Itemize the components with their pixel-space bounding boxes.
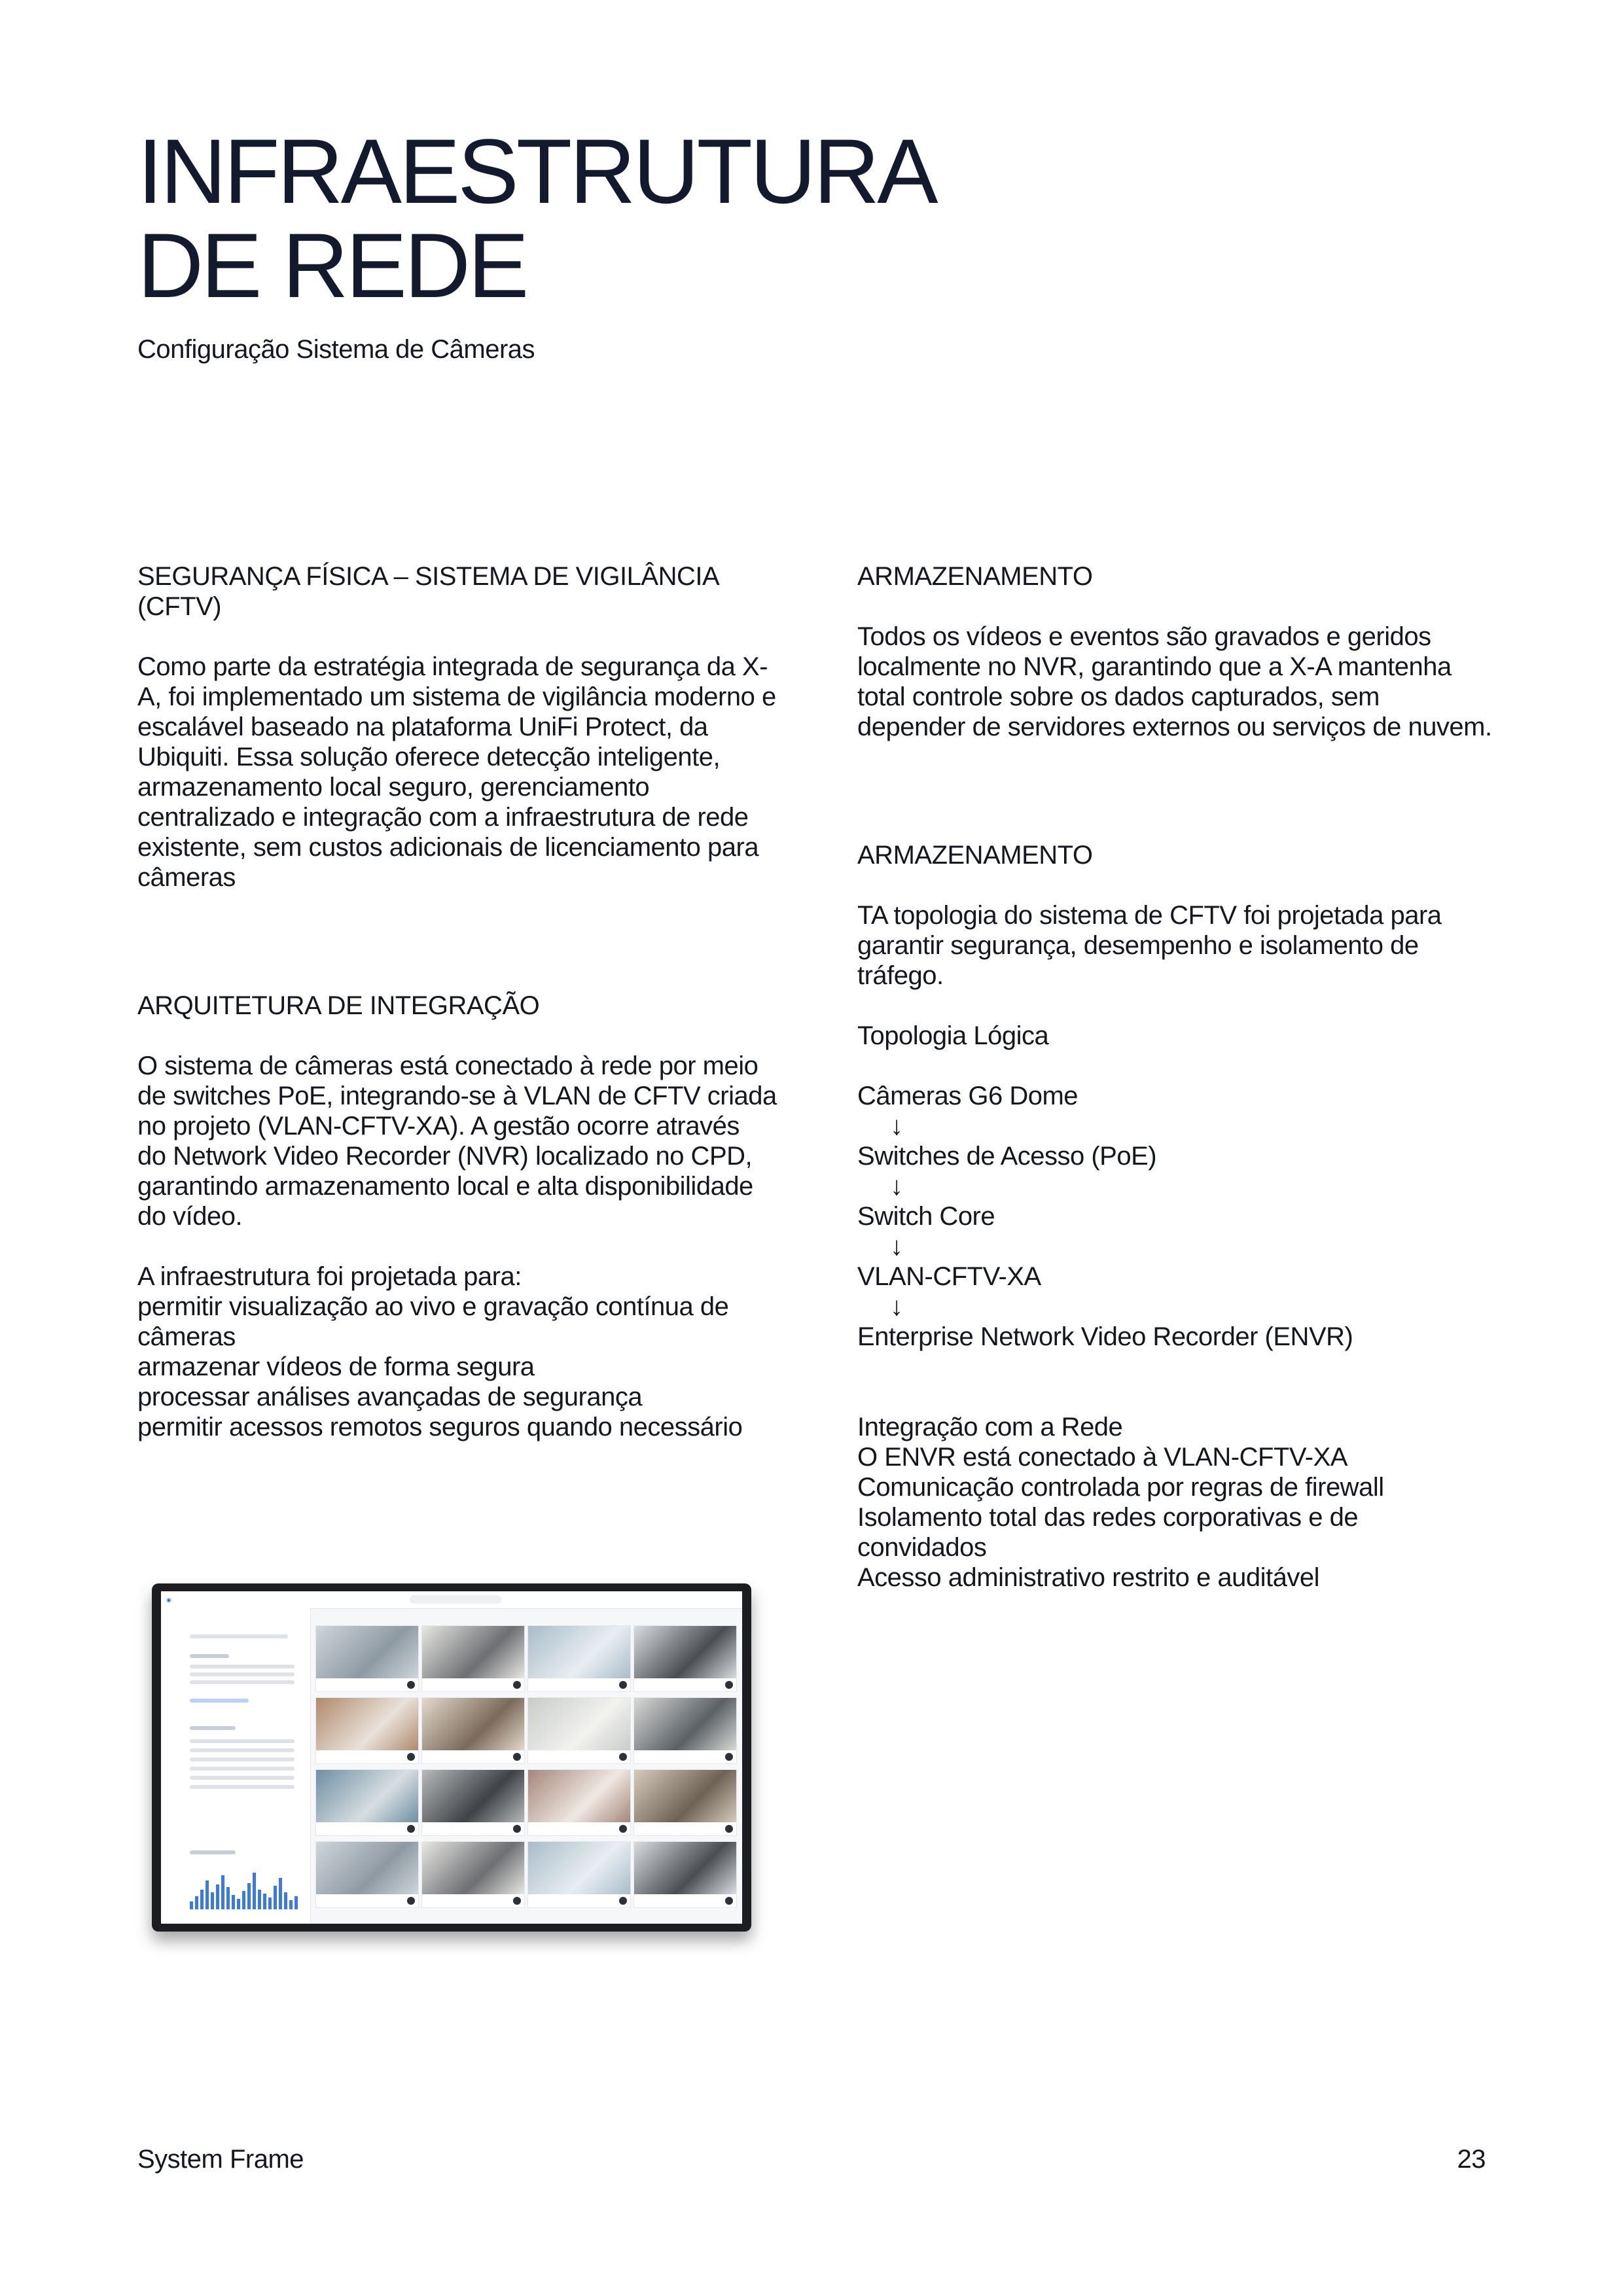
camera-tile [633,1697,737,1764]
activity-bar [205,1881,209,1909]
camera-tile [633,1769,737,1836]
activity-bar [253,1873,256,1909]
camera-status-icon [619,1825,627,1833]
dashboard-screen [161,1591,742,1924]
activity-bar [237,1899,240,1909]
dashboard-side-panel [179,1608,311,1924]
camera-feed-thumbnail [528,1626,630,1678]
camera-status-icon [513,1681,521,1689]
page-number: 23 [1457,2145,1486,2174]
camera-status-icon [619,1897,627,1905]
text-line: escalável baseado na plataforma UniFi Protect, da [137,713,708,741]
panel-row [190,1726,236,1730]
list-infrastructure-purposes [137,1262,792,1442]
camera-tile [315,1625,419,1692]
camera-feed-thumbnail [634,1842,736,1894]
list-item: A infraestrutura foi projetada para: [137,1262,522,1291]
list-item: armazenar vídeos de forma segura [137,1352,535,1381]
camera-status-icon [407,1681,415,1689]
panel-row [190,1680,294,1684]
topology-node: Câmeras G6 Dome [857,1082,1079,1110]
text-line: depender de servidores externos ou serviços de nuvem. [857,713,1492,741]
camera-status-icon [407,1897,415,1905]
camera-tile [421,1697,525,1764]
dashboard-topbar [161,1591,742,1609]
activity-bar [211,1892,214,1909]
paragraph-network-integration [857,1412,1512,1593]
heading-storage: ARMAZENAMENTO [857,562,1093,591]
camera-feed-thumbnail [316,1698,418,1750]
panel-row [190,1634,288,1638]
paragraph-storage [857,622,1512,742]
activity-bar [195,1896,198,1909]
arrow-down-icon: ↓ [890,1112,903,1140]
list-item: permitir visualização ao vivo e gravação contínua de [137,1292,729,1321]
paragraph-integration-architecture [137,1051,792,1231]
camera-tile [527,1625,631,1692]
topology-node: Enterprise Network Video Recorder (ENVR) [857,1322,1353,1351]
text-line: localmente no NVR, garantindo que a X-A mantenha [857,652,1452,681]
camera-tile [315,1769,419,1836]
camera-dashboard-screenshot [152,1583,751,1932]
activity-bar [274,1886,277,1909]
camera-feed-thumbnail [528,1770,630,1822]
text-line: do Network Video Recorder (NVR) localizado no CPD, [137,1142,753,1171]
camera-tile [315,1697,419,1764]
arrow-down-icon: ↓ [890,1292,903,1321]
camera-status-icon [407,1825,415,1833]
list-item: permitir acessos remotos seguros quando necessário [137,1413,743,1441]
camera-feed-thumbnail [422,1842,524,1894]
paragraph-physical-security [137,652,792,892]
topology-flow [857,1081,1512,1352]
camera-feed-thumbnail [316,1770,418,1822]
camera-feed-thumbnail [528,1842,630,1894]
camera-tile [633,1625,737,1692]
text-line: garantindo armazenamento local e alta disponibilidade [137,1172,753,1201]
text-line: O sistema de câmeras está conectado à rede por meio [137,1051,758,1080]
panel-row [190,1757,294,1761]
activity-bar [242,1891,245,1909]
camera-tile [421,1769,525,1836]
panel-row [190,1767,294,1771]
heading-integration-architecture: ARQUITETURA DE INTEGRAÇÃO [137,991,540,1020]
camera-feed-thumbnail [634,1770,736,1822]
text-line: Como parte da estratégia integrada de segurança da X- [137,652,768,681]
activity-bar [289,1900,293,1909]
text-line: Ubiquiti. Essa solução oferece detecção inteligente, [137,743,721,771]
heading-line: (CFTV) [137,592,222,621]
camera-feed-thumbnail [422,1698,524,1750]
activity-bar [258,1890,261,1909]
topology-node: Switches de Acesso (PoE) [857,1142,1157,1171]
camera-feed-thumbnail [634,1626,736,1678]
activity-bar [284,1892,287,1909]
panel-row [190,1739,294,1743]
activity-bar [226,1887,230,1909]
camera-feed-thumbnail [634,1698,736,1750]
text-line: Isolamento total das redes corporativas e de [857,1503,1359,1532]
text-line: O ENVR está conectado à VLAN-CFTV-XA [857,1443,1347,1472]
arrow-down-icon: ↓ [890,1172,903,1201]
text-line: TA topologia do sistema de CFTV foi projetada para [857,901,1442,930]
panel-row [190,1665,294,1669]
text-line: Comunicação controlada por regras de firewall [857,1473,1384,1502]
text-line: Todos os vídeos e eventos são gravados e geridos [857,622,1431,651]
activity-bar [216,1884,219,1909]
topology-title: Topologia Lógica [857,1021,1049,1050]
list-item: processar análises avançadas de segurança [137,1383,643,1411]
panel-row [190,1748,294,1752]
panel-row [190,1776,294,1780]
activity-bar [268,1898,272,1909]
page-title-line-1: INFRAESTRUTURA [137,120,936,222]
text-line: A, foi implementado um sistema de vigilância moderno e [137,682,776,711]
text-line: existente, sem custos adicionais de licenciamento para [137,833,759,862]
topology-node: Switch Core [857,1202,995,1231]
page-subtitle: Configuração Sistema de Câmeras [137,335,535,364]
text-line: Acesso administrativo restrito e auditável [857,1563,1319,1592]
list-item: câmeras [137,1322,236,1351]
camera-tile [527,1697,631,1764]
camera-tile [527,1769,631,1836]
footer-brand: System Frame [137,2145,304,2174]
camera-feed-thumbnail [422,1770,524,1822]
activity-bar [263,1894,266,1909]
camera-tile [421,1841,525,1908]
camera-status-icon [513,1753,521,1761]
activity-bar [200,1890,204,1909]
arrow-down-icon: ↓ [890,1232,903,1261]
text-line: total controle sobre os dados capturados, sem [857,682,1380,711]
camera-feed-thumbnail [316,1842,418,1894]
text-line: convidados [857,1533,987,1562]
camera-tile [315,1841,419,1908]
text-line: centralizado e integração com a infraestrutura de rede [137,803,749,832]
activity-bar [279,1878,282,1909]
text-line: Integração com a Rede [857,1413,1123,1441]
dashboard-icon-rail [161,1608,180,1924]
panel-row [190,1699,249,1703]
panel-row [190,1654,229,1658]
camera-feed-thumbnail [422,1626,524,1678]
camera-tile [421,1625,525,1692]
camera-feed-thumbnail [528,1698,630,1750]
panel-row [190,1785,294,1789]
text-line: tráfego. [857,961,944,990]
text-line: no projeto (VLAN-CFTV-XA). A gestão ocorre através [137,1112,740,1140]
camera-status-icon [725,1681,733,1689]
text-line: garantir segurança, desempenho e isolamento de [857,931,1419,960]
heading-line: SEGURANÇA FÍSICA – SISTEMA DE VIGILÂNCIA [137,562,720,591]
text-line: de switches PoE, integrando-se à VLAN de CFTV criada [137,1082,777,1110]
camera-tile [527,1841,631,1908]
panel-row [190,1850,236,1854]
panel-row [190,1672,294,1676]
camera-tile [633,1841,737,1908]
dashboard-search-bar [410,1595,501,1604]
camera-grid [315,1625,737,1924]
topology-node: VLAN-CFTV-XA [857,1262,1041,1291]
page-title [137,120,936,317]
camera-status-icon [513,1897,521,1905]
camera-status-icon [619,1753,627,1761]
camera-status-icon [725,1897,733,1905]
camera-status-icon [407,1753,415,1761]
text-line: câmeras [137,863,236,892]
paragraph-topology-intro [857,900,1512,991]
activity-bars [190,1870,300,1909]
text-line: do vídeo. [137,1202,243,1231]
page-title-line-2: DE REDE [137,214,527,317]
heading-storage-topology: ARMAZENAMENTO [857,841,1093,870]
camera-status-icon [619,1681,627,1689]
app-logo-icon: ◉ [166,1597,171,1603]
camera-status-icon [725,1753,733,1761]
activity-bar [294,1896,298,1909]
activity-bar [232,1895,235,1909]
text-line: armazenamento local seguro, gerenciamento [137,773,650,802]
activity-bar [190,1901,193,1909]
camera-status-icon [513,1825,521,1833]
heading-physical-security [137,561,792,622]
activity-bar [247,1883,251,1909]
activity-bar [221,1875,224,1909]
camera-status-icon [725,1825,733,1833]
camera-feed-thumbnail [316,1626,418,1678]
